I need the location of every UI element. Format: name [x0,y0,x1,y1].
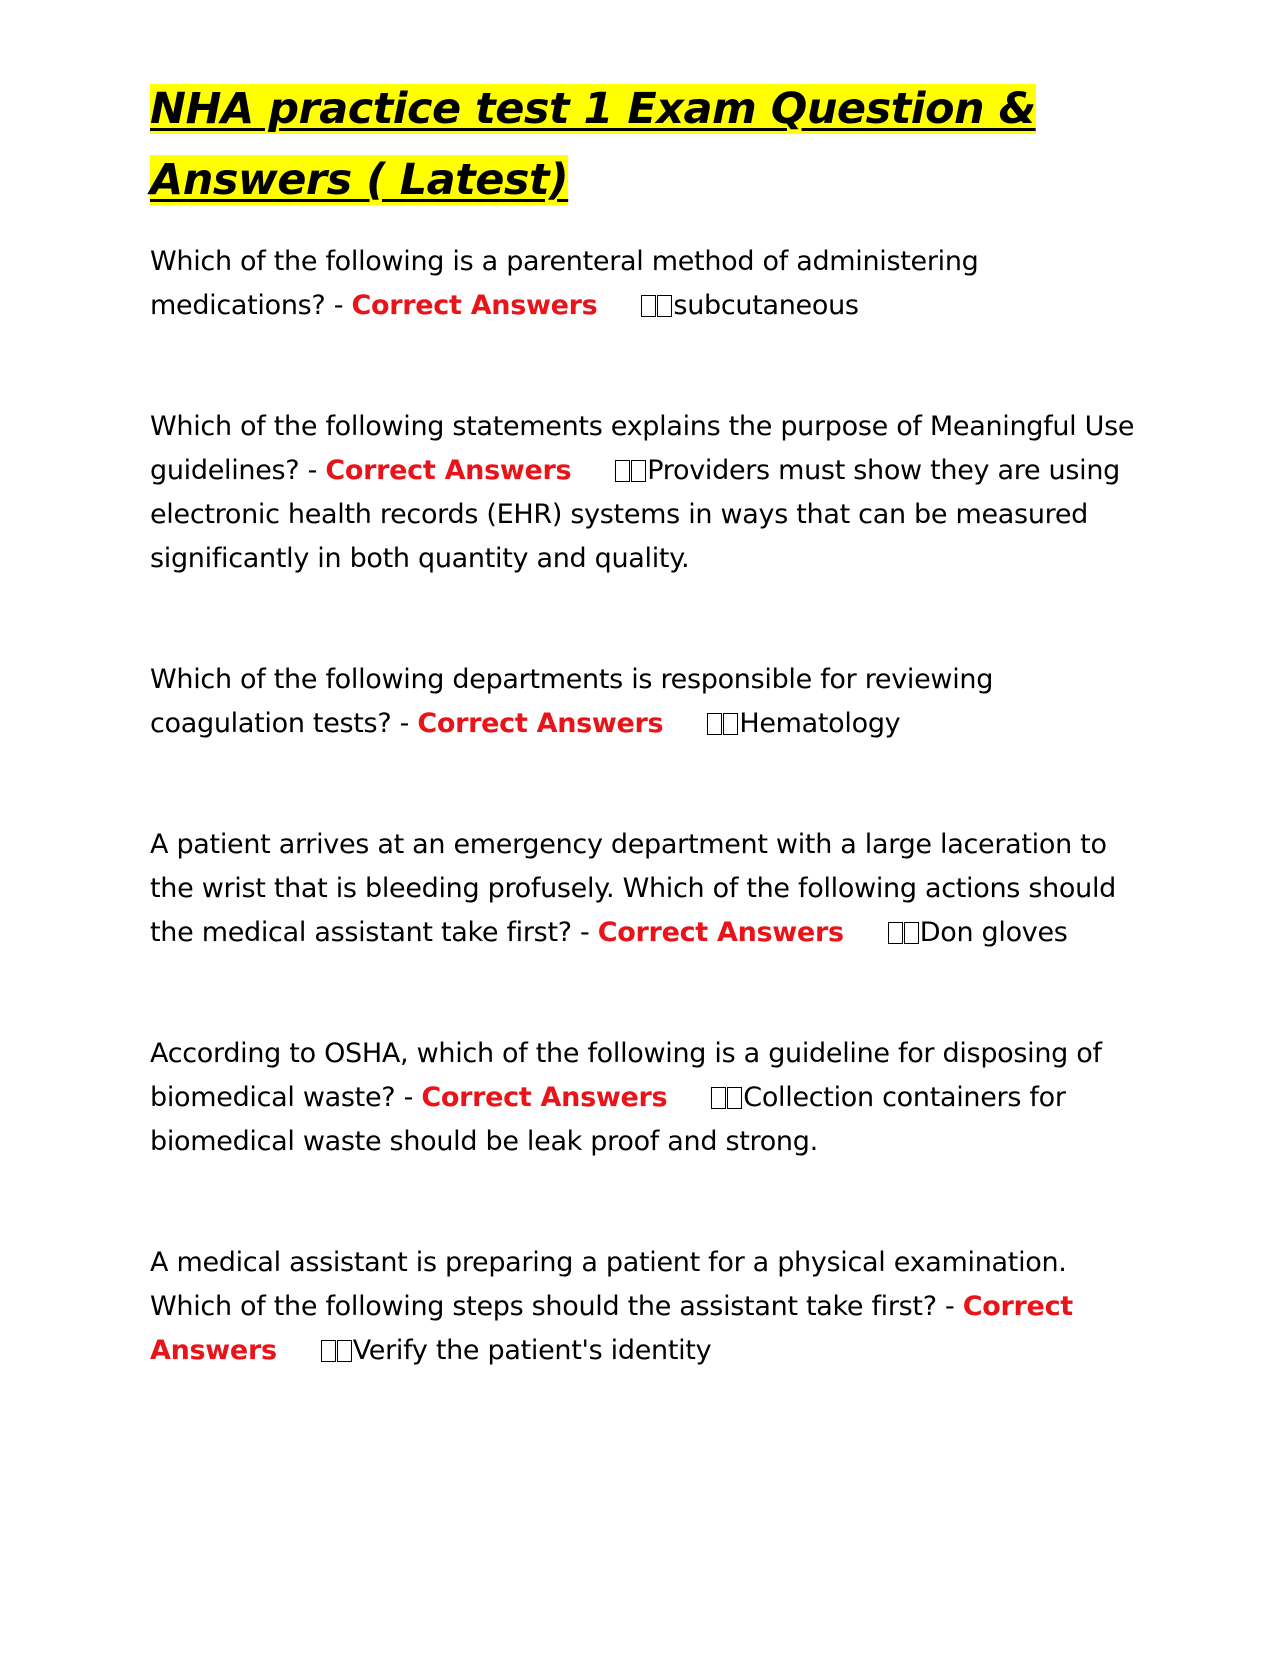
correct-answers-label: Correct Answers [150,1291,1073,1366]
document-title [150,74,1140,216]
document-page [150,74,1140,1450]
missing-glyph-box-icon [657,295,672,317]
answer-text: Verify the patient's identity [352,1335,712,1366]
missing-glyph-box-icon [631,460,646,482]
qa-item [150,405,1140,581]
question-text: A patient arrives at an emergency department with a large laceration to the wrist that is bleeding profusely. Which of the following actions should the medical assistant take first? - [150,829,1116,948]
qa-item [150,823,1140,955]
correct-answers-label: Correct Answers [597,917,844,948]
question-text: Which of the following departments is responsible for reviewing coagulation tests? - [150,664,994,739]
missing-glyph-box-icon [904,922,919,944]
missing-glyph-box-icon [641,295,656,317]
qa-item [150,1241,1140,1373]
missing-glyph-box-icon [888,922,903,944]
missing-glyph-box-icon [727,1087,742,1109]
missing-glyph-box-icon [723,713,738,735]
missing-glyph-box-icon [711,1087,726,1109]
question-text: According to OSHA, which of the following is a guideline for disposing of biomedical waste? - [150,1038,1102,1113]
correct-answers-label: Correct Answers [421,1082,668,1113]
answer-text: Collection containers for biomedical waste should be leak proof and strong. [150,1082,1066,1157]
question-text: Which of the following statements explains the purpose of Meaningful Use guidelines? - [150,411,1135,486]
qa-item [150,240,1140,328]
answer-text: Don gloves [919,917,1068,948]
qa-item [150,1032,1140,1164]
correct-answers-label: Correct Answers [351,290,598,321]
title-highlight: NHA practice test 1 Exam Question & Answers ( Latest) [150,84,1036,205]
missing-glyph-box-icon [615,460,630,482]
answer-text: Hematology [739,708,901,739]
correct-answers-label: Correct Answers [417,708,664,739]
qa-item [150,658,1140,746]
correct-answers-label: Correct Answers [325,455,572,486]
missing-glyph-box-icon [337,1340,352,1362]
question-text: Which of the following is a parenteral method of administering medications? - [150,246,979,321]
missing-glyph-box-icon [707,713,722,735]
answer-text: Providers must show they are using electronic health records (EHR) systems in ways that can be measured significantly in both quantity and quality. [150,455,1120,574]
answer-text: subcutaneous [673,290,859,321]
question-text: A medical assistant is preparing a patient for a physical examination. Which of the following steps should the assistant take first? - [150,1247,1067,1322]
missing-glyph-box-icon [321,1340,336,1362]
